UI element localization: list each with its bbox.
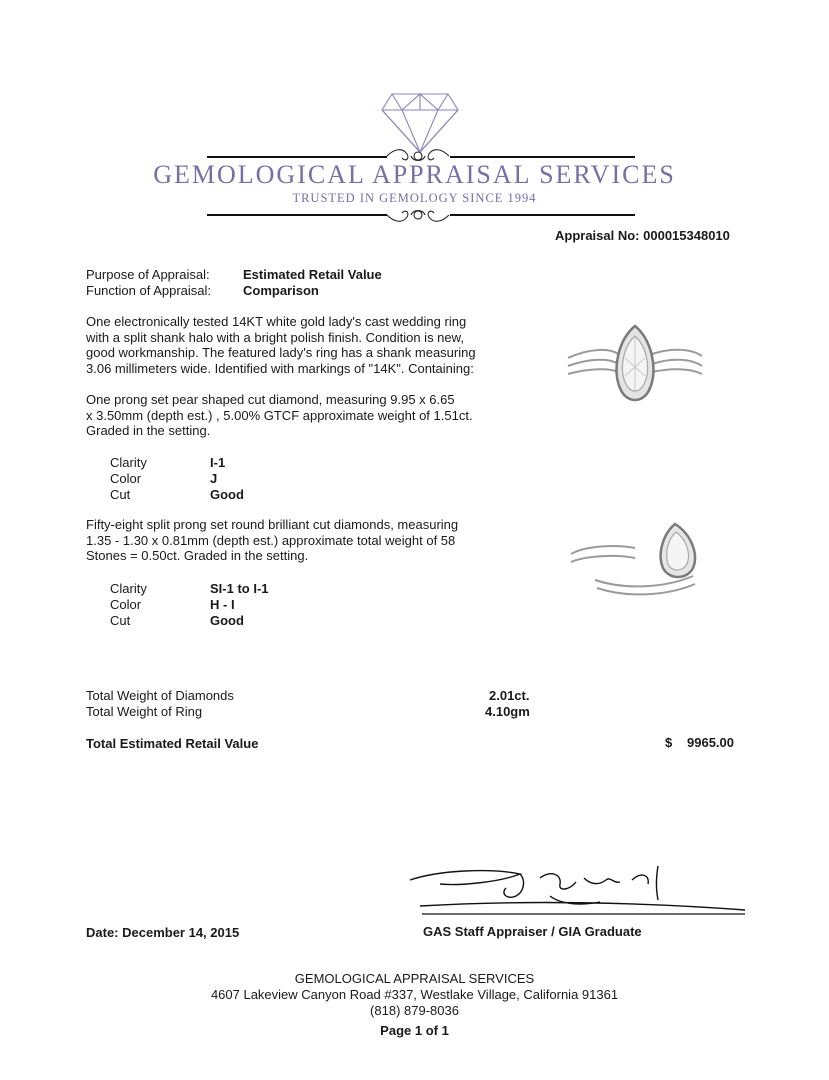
retail-value: 9965.00 <box>687 735 734 750</box>
side-cut-label: Cut <box>110 613 131 628</box>
appraiser-title: GAS Staff Appraiser / GIA Graduate <box>423 924 642 939</box>
description-line: good workmanship. The featured lady's ring has a shank measuring <box>86 345 476 360</box>
header-rule-top-right <box>450 156 635 158</box>
footer-phone: (818) 879-8036 <box>370 1003 459 1018</box>
total-diamonds-label: Total Weight of Diamonds <box>86 688 234 703</box>
side-cut-value: Good <box>210 613 244 628</box>
total-diamonds-value: 2.01ct. <box>489 688 530 703</box>
retail-currency: $ <box>665 735 673 750</box>
function-value: Comparison <box>243 283 319 298</box>
company-logo-title: GEMOLOGICAL APPRAISAL SERVICES <box>153 160 676 189</box>
purpose-value: Estimated Retail Value <box>243 267 382 282</box>
description-line: with a split shank halo with a bright polish finish. Condition is new, <box>86 329 464 345</box>
description-line: 3.06 millimeters wide. Identified with markings of "14K". Containing: <box>86 360 474 376</box>
center-cut-label: Cut <box>110 487 131 502</box>
footer-address: 4607 Lakeview Canyon Road #337, Westlake Village, California 91361 <box>210 987 619 1002</box>
company-tagline: TRUSTED IN GEMOLOGY SINCE 1994 <box>292 191 537 205</box>
ring-photo-top <box>560 318 710 418</box>
appraisal-number: Appraisal No: 000015348010 <box>555 228 730 243</box>
flourish-ornament-bottom-icon <box>385 205 451 225</box>
side-color-label: Color <box>110 597 142 612</box>
page-number: Page 1 of 1 <box>380 1023 449 1038</box>
header-rule-bottom-right <box>450 214 635 216</box>
side-stones-line: Fifty-eight split prong set round brilliant cut diamonds, measuring <box>86 517 459 532</box>
center-stone-line: Graded in the setting. <box>86 423 211 438</box>
purpose-label: Purpose of Appraisal: <box>86 267 210 282</box>
footer-company: GEMOLOGICAL APPRAISAL SERVICES <box>294 971 535 986</box>
side-clarity-label: Clarity <box>110 581 147 596</box>
side-color-value: H - I <box>210 597 235 612</box>
ring-description <box>86 314 526 376</box>
description-line: One electronically tested 14KT white gold lady's cast wedding ring <box>86 314 467 329</box>
side-stones-description <box>86 517 526 564</box>
center-stone-line: x 3.50mm (depth est.) , 5.00% GTCF approximate weight of 1.51ct. <box>86 407 473 423</box>
center-stone-line: One prong set pear shaped cut diamond, measuring 9.95 x 6.65 <box>86 392 455 407</box>
total-ring-label: Total Weight of Ring <box>86 704 203 719</box>
side-stones-line: Stones = 0.50ct. Graded in the setting. <box>86 548 309 563</box>
side-clarity-value: SI-1 to I-1 <box>210 581 269 596</box>
ring-photo-side <box>565 518 715 608</box>
retail-value-label: Total Estimated Retail Value <box>86 736 259 751</box>
function-label: Function of Appraisal: <box>86 283 212 298</box>
diamond-logo-icon <box>380 90 460 154</box>
center-color-label: Color <box>110 471 142 486</box>
appraisal-date: Date: December 14, 2015 <box>86 925 240 940</box>
side-stones-line: 1.35 - 1.30 x 0.81mm (depth est.) approximate total weight of 58 <box>86 532 456 548</box>
center-color-value: J <box>210 471 218 486</box>
header-rule-top <box>207 156 387 158</box>
center-clarity-value: I-1 <box>210 455 226 470</box>
center-cut-value: Good <box>210 487 244 502</box>
header-rule-bottom <box>207 214 387 216</box>
total-ring-value: 4.10gm <box>485 704 530 719</box>
center-stone-description <box>86 392 526 439</box>
appraiser-signature <box>400 860 750 920</box>
center-clarity-label: Clarity <box>110 455 147 470</box>
